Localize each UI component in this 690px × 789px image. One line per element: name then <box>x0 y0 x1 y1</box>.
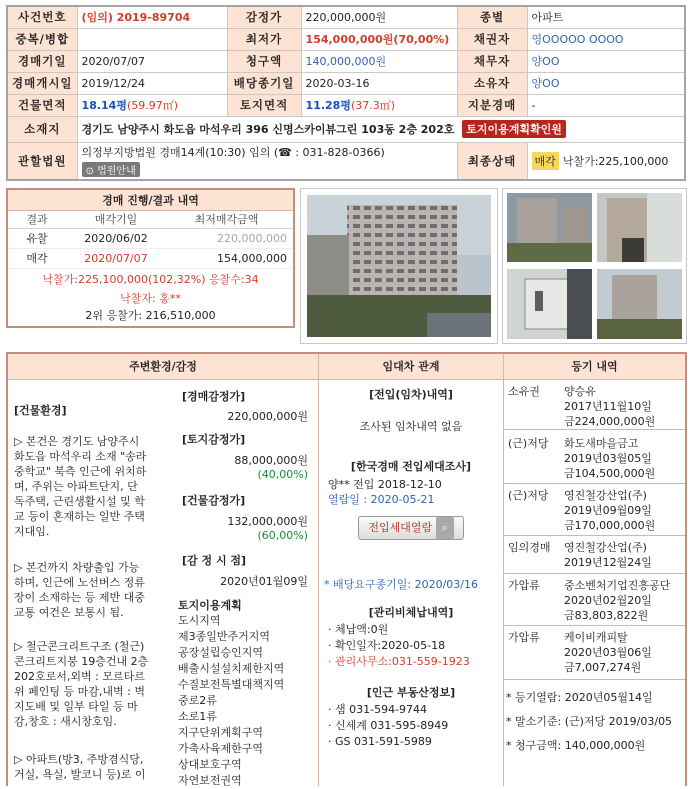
env-paragraph-3 <box>14 639 148 729</box>
registry-date: 2020년03월06일 <box>564 646 652 659</box>
progress-price: 154,000,000 <box>166 248 293 268</box>
debtor-label: 채무자 <box>457 50 527 72</box>
duplicate-label: 중복/병합 <box>7 28 77 50</box>
progress-result: 유찰 <box>8 228 66 248</box>
env-line: ▷ 본건은 경기도 남양주시 <box>14 435 140 448</box>
type-value: 아파트 <box>527 6 685 28</box>
registry-base: * 말소기준: (근)저당 2019/03/05 <box>506 715 673 728</box>
registry-name: 화도새마을금고 <box>564 437 639 450</box>
final-status-cell <box>527 142 685 180</box>
registry-kind: (근)저당 <box>508 437 549 450</box>
registry-kind: 가압류 <box>508 631 540 644</box>
search-icon: ⌕ <box>436 517 454 539</box>
registry-header: 등기 내역 <box>504 354 685 380</box>
appraisal-point-title: [감 정 시 점] <box>182 554 247 567</box>
type-label: 종별 <box>457 6 527 28</box>
list-item: 지구단위계획구역 <box>178 726 264 739</box>
resident-view-label: 전입세대열람 <box>368 521 433 534</box>
address-value: 경기도 남양주시 화도읍 마석우리 396 신명스카이뷰그린 103동 2층 202호 <box>81 123 455 136</box>
env-line: 202호로서,외벽 : 모르타르 <box>14 670 145 683</box>
final-status-label: 최종상태 <box>457 142 527 180</box>
dues-list <box>328 622 470 670</box>
list-item <box>504 382 685 430</box>
resident-viewed-date: 열람일 : 2020-05-21 <box>328 493 435 506</box>
registry-kind: 임의경매 <box>508 541 551 554</box>
registry-date: 2019년12월24일 <box>564 556 652 569</box>
progress-col-date: 매각기일 <box>66 211 166 228</box>
appraisal-value: 220,000,000원 <box>301 6 457 28</box>
building-area-m2: (59.97㎡) <box>126 99 179 112</box>
registry-name: 중소벤처기업진흥공단 <box>564 579 671 592</box>
land-area-pyeong: 11.28평 <box>305 99 351 112</box>
bid-summary: 낙찰가:225,100,000(102,32%) 응찰수:34 <box>42 272 259 286</box>
claim-value: 140,000,000원 <box>301 50 457 72</box>
list-item: 가축사육제한구역 <box>178 742 264 755</box>
env-line: 지도배 및 일부 타일 등 마 <box>14 700 138 713</box>
dividend-deadline: * 배당요구종기일: 2020/03/16 <box>324 578 478 591</box>
land-area-cell <box>301 94 457 116</box>
final-status-value: 낙찰가:225,100,000 <box>562 154 669 168</box>
appraisal-point-date: 2020년01월09일 <box>220 575 308 588</box>
env-line: 콘크리트지붕 19층건내 2층 <box>14 655 149 668</box>
env-line: 중학교" 북측 인근에 위치하 <box>14 465 147 478</box>
thumbnail-grid <box>502 188 687 344</box>
env-header: 주변환경/감정 <box>8 354 318 380</box>
registry-date: 2020년02월20일 <box>564 594 652 607</box>
building-appraisal-title: [건물감정가] <box>182 494 246 507</box>
nearby-agents-title: [인근 부동산정보] <box>366 686 456 699</box>
second-bid: 2위 응찰가: 216,510,000 <box>85 308 216 322</box>
claim-label: 청구액 <box>227 50 301 72</box>
registry-name: 양승유 <box>564 385 596 398</box>
land-use-plan-list <box>178 613 284 789</box>
list-item: · 체납액:0원 <box>328 623 389 636</box>
list-item: 상대보호구역 <box>178 758 242 771</box>
address-label: 소재지 <box>7 116 77 142</box>
list-item <box>504 484 685 536</box>
env-line: 화도읍 마석우리 소재 "송라 <box>14 450 147 463</box>
thumbnail-photos[interactable] <box>507 193 682 339</box>
env-line: 하며, 인근에 노선버스 정류 <box>14 576 145 589</box>
env-line: 독주택, 근린생활시설 및 학 <box>14 495 145 508</box>
appraisal-label: 감정가 <box>227 6 301 28</box>
owner-link[interactable]: 양OO <box>527 72 685 94</box>
building-appraisal-pct: (60,00%) <box>257 529 308 542</box>
land-use-plan-title: 토지이용계획 <box>178 599 242 612</box>
start-value: 2019/12/24 <box>77 72 227 94</box>
building-appraisal-amount: 132,000,000원 <box>227 515 308 528</box>
land-appraisal-title: [토지감정가] <box>182 433 246 446</box>
table-row <box>8 248 293 268</box>
registry-name: 영진철강산업(주) <box>564 541 647 554</box>
address-cell <box>77 116 685 142</box>
registry-name: 케이비캐피탈 <box>564 631 628 644</box>
registry-kind: 소유권 <box>508 385 540 398</box>
list-item: 공장설립승인지역 <box>178 646 264 659</box>
env-line: ▷ 본건까지 차량출입 가능 <box>14 561 140 574</box>
progress-date: 2020/06/02 <box>66 228 166 248</box>
list-item: 소로1류 <box>178 710 217 723</box>
dividend-label: 배당종기일 <box>227 72 301 94</box>
registry-list <box>504 382 685 758</box>
land-appraisal-pct: (40,00%) <box>257 468 308 481</box>
registry-viewed: * 등기열람: 2020년05월14일 <box>506 691 653 704</box>
progress-col-result: 결과 <box>8 211 66 228</box>
min-price-label: 최저가 <box>227 28 301 50</box>
court-info-button[interactable]: ⊙ 법원안내 <box>82 162 140 177</box>
court-value: 의정부지방법원 경매14계(10:30) 임의 (☎ : 031-828-0366) <box>81 146 385 160</box>
registry-amount: 금224,000,000원 <box>564 415 656 428</box>
list-item <box>504 626 685 680</box>
list-item: 도시지역 <box>178 614 221 627</box>
progress-date: 2020/07/07 <box>66 248 166 268</box>
land-area-m2: (37.3㎡) <box>350 99 396 112</box>
list-item: 배출시설설치제한지역 <box>178 662 285 675</box>
list-item: 중로2류 <box>178 694 217 707</box>
appraisal-title: [경매감정가] <box>182 390 246 403</box>
list-item: 수질보전특별대책지역 <box>178 678 285 691</box>
progress-col-price: 최저매각금액 <box>166 211 293 228</box>
resident-view-button[interactable] <box>358 516 464 540</box>
registry-date: 2019년03월05일 <box>564 452 652 465</box>
creditor-label: 채권자 <box>457 28 527 50</box>
list-item: · 관리사무소:031-559-1923 <box>328 655 470 668</box>
list-item <box>504 536 685 574</box>
land-share-label: 지분경매 <box>457 94 527 116</box>
progress-table <box>8 211 293 269</box>
list-item <box>504 430 685 484</box>
env-line: 감,창호 : 새시창호임. <box>14 715 117 728</box>
dues-title: [관리비체납내역] <box>368 606 454 619</box>
case-no-label: 사건번호 <box>7 6 77 28</box>
registry-amount: 금104,500,000원 <box>564 467 656 480</box>
env-line: 위 페인팅 등 마감,내벽 : 벽 <box>14 685 145 698</box>
env-paragraph-2 <box>14 560 145 620</box>
auction-date-value: 2020/07/07 <box>77 50 227 72</box>
env-line: 며, 주위는 아파트단지, 단 <box>14 480 138 493</box>
nearby-agents-list <box>328 702 448 750</box>
registry-amount: 금7,007,274원 <box>564 661 642 674</box>
list-item <box>504 574 685 626</box>
auction-date-label: 경매기일 <box>7 50 77 72</box>
env-line: 교통 여건은 보통시 됨. <box>14 606 124 619</box>
env-paragraph-4 <box>14 752 146 782</box>
registry-footer <box>504 680 685 758</box>
list-item: · 확인일자:2020-05-18 <box>328 639 446 652</box>
list-item: 자연보전권역 <box>178 774 242 787</box>
registry-amount: 금170,000,000원 <box>564 519 656 532</box>
tenant-history-title: [전입(임차)내역] <box>369 388 453 401</box>
list-item: · 신세계 031-595-8949 <box>328 719 449 732</box>
land-appraisal-amount: 88,000,000원 <box>234 454 308 467</box>
dividend-value: 2020-03-16 <box>301 72 457 94</box>
table-row <box>8 228 293 248</box>
winner: 낙찰자: 홍** <box>120 291 181 305</box>
building-env-title: [건물환경] <box>14 404 67 417</box>
list-item: · 샘 031-594-9744 <box>328 703 428 716</box>
env-line: ▷ 철근콘크리트구조 (철근) <box>14 640 145 653</box>
env-line: 거실, 욕실, 발코니 등)로 이 <box>14 768 146 781</box>
list-item: 제3종일반주거지역 <box>178 630 271 643</box>
resident-survey-title: [한국경매 전입세대조사] <box>350 460 472 473</box>
building-area-pyeong: 18.14평 <box>81 99 127 112</box>
env-paragraph-1 <box>14 434 146 539</box>
auction-progress-panel <box>6 188 295 328</box>
building-area-cell <box>77 94 227 116</box>
progress-title: 경매 진행/결과 내역 <box>8 190 293 211</box>
main-building-photo[interactable] <box>307 195 491 337</box>
auction-info-table <box>6 5 686 181</box>
land-area-label: 토지면적 <box>227 94 301 116</box>
tenant-header: 임대차 관계 <box>319 354 503 380</box>
start-label: 경매개시일 <box>7 72 77 94</box>
appraisal-amount: 220,000,000원 <box>227 410 308 423</box>
env-line: 지대임. <box>14 525 50 538</box>
land-use-plan-button[interactable]: 토지이용계획확인원 <box>462 120 566 138</box>
resident-entry: 양** 전입 2018-12-10 <box>328 478 442 491</box>
list-item: · GS 031-591-5989 <box>328 735 432 748</box>
land-share-value: - <box>527 94 685 116</box>
registry-claim: * 청구금액: 140,000,000원 <box>506 739 646 752</box>
final-status-badge: 매각 <box>532 152 559 170</box>
case-no: (임의) 2019-89704 <box>77 6 227 28</box>
progress-price: 220,000,000 <box>166 228 293 248</box>
progress-result: 매각 <box>8 248 66 268</box>
registry-date: 2017년11월10일 <box>564 400 652 413</box>
creditor-link[interactable]: 영OOOOO OOOO <box>527 28 685 50</box>
env-line: 장이 소재하는 등 제반 대중 <box>14 591 145 604</box>
registry-kind: 가압류 <box>508 579 540 592</box>
min-price-value: 154,000,000원(70,00%) <box>301 28 457 50</box>
court-label: 관할법원 <box>7 142 77 180</box>
court-info-label: 법원안내 <box>97 166 136 178</box>
registry-name: 영진철강산업(주) <box>564 489 647 502</box>
building-area-label: 건물면적 <box>7 94 77 116</box>
registry-amount: 금83,803,822원 <box>564 609 649 622</box>
registry-kind: (근)저당 <box>508 489 549 502</box>
tenant-none: 조사된 임차내역 없음 <box>359 420 463 433</box>
owner-label: 소유자 <box>457 72 527 94</box>
detail-panels <box>6 352 687 786</box>
court-cell <box>77 142 457 180</box>
debtor-link[interactable]: 양OO <box>527 50 685 72</box>
main-photo-frame[interactable] <box>300 188 498 344</box>
env-line: 교 등이 혼재하는 일반 주택 <box>14 510 145 523</box>
registry-date: 2019년09월09일 <box>564 504 652 517</box>
env-line: ▷ 아파트(방3, 주방겸식당, <box>14 753 144 766</box>
duplicate-value <box>77 28 227 50</box>
